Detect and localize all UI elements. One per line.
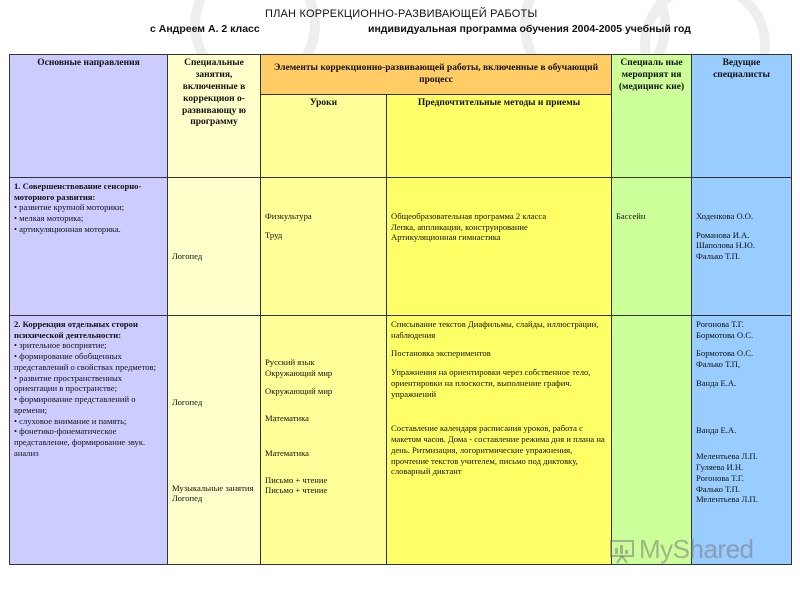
lesson-item: Труд — [265, 229, 283, 240]
lesson-item: Окружающий мир — [265, 367, 333, 378]
special-item: Логопед — [172, 251, 203, 261]
cell-specialists — [692, 178, 792, 316]
special-item: Логопед — [172, 493, 203, 504]
direction-item: • слуховое внимание и память; — [14, 415, 127, 426]
method-item: Составление календаря расписания уроков, работа с макетом часов. Дома - составление режима дня и плана на день. Ритмизация, логоритмические упражнения, прочтение текстов учителем, письмо под диктовку, словарный диктант — [391, 423, 605, 477]
table-row — [10, 178, 792, 316]
cell-lessons — [261, 178, 387, 316]
cell-methods — [387, 178, 612, 316]
header-elements-group: Элементы коррекционно-развивающей работы, включенные в обучающий процесс — [261, 55, 612, 95]
cell-direction — [10, 178, 168, 316]
cell-methods — [387, 316, 612, 565]
direction-item: • артикуляционная моторика. — [14, 223, 121, 234]
cell-medical — [612, 178, 692, 316]
cell-lessons — [261, 316, 387, 565]
subtitle-student: с Андреем А. 2 класс — [150, 23, 260, 35]
header-special-classes: Специальные занятия, включенные в коррекцион о-развивающу ю программу — [168, 55, 261, 178]
method-item: Артикуляционная гимнастика — [391, 232, 501, 243]
specialist-item: Шаполова Н.Ю. — [696, 240, 755, 251]
specialist-item: Ванда Е.А. — [696, 377, 737, 388]
table-row — [10, 316, 792, 565]
lesson-item: Математика — [265, 447, 309, 458]
direction-item: • фонетико-фонематическое представление, формирование звук. анализ — [14, 426, 146, 458]
specialist-item: Фалько Т.П. — [696, 483, 740, 494]
lesson-item: Физкультура — [265, 211, 312, 221]
special-item: Музыкальные занятия — [172, 482, 254, 493]
header-directions: Основные направления — [10, 55, 168, 178]
specialist-item: Романова И.А. — [696, 229, 750, 240]
header-lessons: Уроки — [261, 95, 387, 178]
header-methods: Предпочтительные методы и приемы — [387, 95, 612, 178]
specialist-item: Рогонова Т.Г. — [696, 472, 744, 483]
header-specialists: Ведущие специалисты — [692, 55, 792, 178]
cell-specialists — [692, 316, 792, 565]
method-item: Лепка, аппликации, конструирование — [391, 221, 528, 232]
method-item: Упражнения на ориентировки через собственное тело, ориентировки на плоскости, выполнение графич. упражнений — [391, 367, 591, 399]
lesson-item: Письмо + чтение — [265, 474, 328, 485]
lesson-item: Окружающий мир — [265, 386, 333, 397]
lesson-item: Русский язык — [265, 357, 315, 367]
direction-item: • развитие пространственных ориентации в пространстве; — [14, 372, 123, 394]
direction-item: • развитие крупной моторики; — [14, 202, 125, 213]
specialist-item: Бормотова О.С. — [696, 348, 754, 359]
specialist-item: Ванда Е.А. — [696, 424, 737, 435]
direction-item: • формирование представлений о времени; — [14, 394, 136, 415]
method-item: Общеобразовательная программа 2 класса — [391, 211, 547, 221]
lesson-item: Математика — [265, 413, 309, 424]
subtitle-program: индивидуальная программа обучения 2004-2005 учебный год — [368, 23, 691, 35]
lesson-item: Письмо + чтение — [265, 485, 328, 496]
cell-direction — [10, 316, 168, 565]
special-item: Логопед — [172, 397, 203, 407]
plan-table — [9, 54, 792, 565]
direction-title: 1. Совершенствование сенсорно-моторного развития: — [14, 181, 142, 202]
presentation-board-icon — [609, 538, 635, 564]
specialist-item: Бормотова О.С. — [696, 329, 754, 340]
watermark-text: MyShared — [639, 534, 754, 564]
specialist-item: Мелентьева Л.П. — [696, 494, 758, 505]
method-item: Списывание текстов Диафильмы, слайды, иллюстрации, наблюдения — [391, 319, 599, 340]
cell-special — [168, 178, 261, 316]
direction-item: • зрительное восприятие; — [14, 340, 107, 351]
specialist-item: Рогонова Т.Г. — [696, 319, 744, 329]
header-medical: Специаль ные мероприят ия (медицинс кие) — [612, 55, 692, 178]
page-title: ПЛАН КОРРЕКЦИОННО-РАЗВИВАЮЩЕЙ РАБОТЫ — [265, 8, 538, 20]
specialist-item: Мелентьева Л.П. — [696, 451, 758, 462]
cell-special — [168, 316, 261, 565]
direction-item: • мелкая моторика; — [14, 213, 84, 224]
watermark — [609, 534, 769, 574]
cell-medical — [612, 316, 692, 565]
specialist-item: Ходенкова О.О. — [696, 211, 754, 221]
specialist-item: Фалько Т.П, — [696, 359, 740, 370]
direction-title: 2. Коррекция отдельных сторон психической деятельности: — [14, 319, 138, 340]
medical-item: Бассейн — [616, 211, 646, 221]
method-item: Постановка экспериментов — [391, 348, 491, 359]
direction-item: • формирование обобщенных представлений о свойствах предметов; — [14, 351, 156, 372]
specialist-item: Гуляева И.Н. — [696, 462, 744, 473]
specialist-item: Фалько Т.П. — [696, 251, 740, 262]
